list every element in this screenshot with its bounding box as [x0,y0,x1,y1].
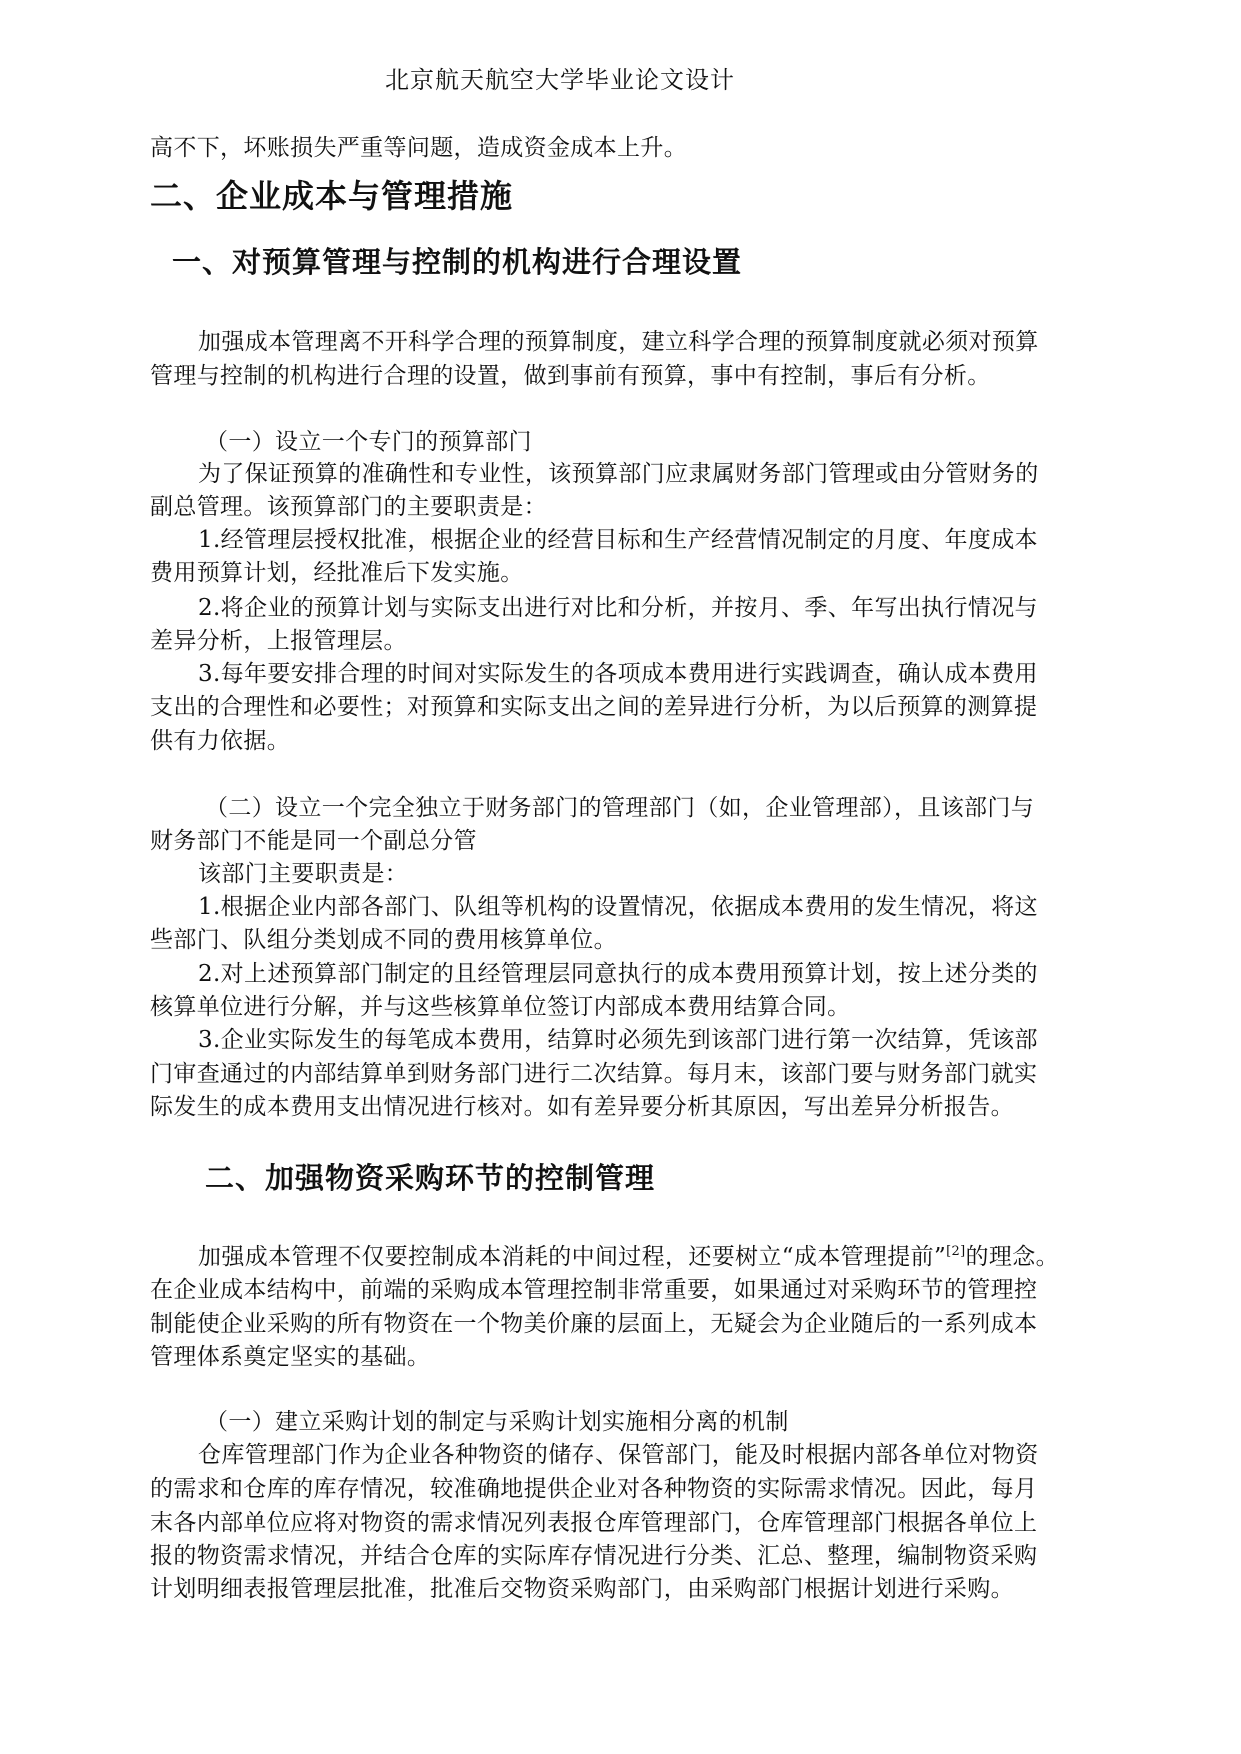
paragraph-line: 费用预算计划，经批准后下发实施。 [150,560,524,586]
item-heading-1a: （一）设立一个专门的预算部门 [205,429,532,455]
item-heading-1b-cont: 财务部门不能是同一个副总分管 [150,828,477,854]
paragraph-text: 加强成本管理不仅要控制成本消耗的中间过程，还要树立“成本管理提前” [198,1244,947,1270]
citation-ref: [2] [946,1244,966,1259]
paragraph-line: 为了保证预算的准确性和专业性，该预算部门应隶属财务部门管理或由分管财务的 [198,461,1039,487]
paragraph-line: 仓库管理部门作为企业各种物资的储存、保管部门，能及时根据内部各单位对物资 [198,1442,1039,1468]
paragraph-line: 计划明细表报管理层批准，批准后交物资采购部门，由采购部门根据计划进行采购。 [150,1576,1014,1602]
paragraph-line: 副总管理。该预算部门的主要职责是： [150,494,547,520]
paragraph-line: 差异分析，上报管理层。 [150,628,407,654]
subsection-title-1: 一、对预算管理与控制的机构进行合理设置 [172,245,743,279]
item-heading-1b: （二）设立一个完全独立于财务部门的管理部门（如，企业管理部），且该部门与 [205,795,1035,821]
continuation-line: 高不下，坏账损失严重等问题，造成资金成本上升。 [150,135,688,161]
list-item: 2.对上述预算部门制定的且经管理层同意执行的成本费用预算计划，按上述分类的 [198,961,1038,987]
paragraph-line: 管理体系奠定坚实的基础。 [150,1344,431,1370]
paragraph-line: 际发生的成本费用支出情况进行核对。如有差异要分析其原因，写出差异分析报告。 [150,1094,1014,1120]
paragraph-text: 的理念。 [965,1244,1059,1270]
section-title: 二、企业成本与管理措施 [150,177,514,215]
list-item: 3.每年要安排合理的时间对实际发生的各项成本费用进行实践调查，确认成本费用 [198,661,1038,687]
paragraph-line: 核算单位进行分解，并与这些核算单位签订内部成本费用结算合同。 [150,994,851,1020]
paragraph-line: 该部门主要职责是： [198,861,409,887]
list-item: 3.企业实际发生的每笔成本费用，结算时必须先到该部门进行第一次结算，凭该部 [198,1027,1038,1053]
paragraph-line: 报的物资需求情况，并结合仓库的实际库存情况进行分类、汇总、整理，编制物资采购 [150,1543,1038,1569]
paragraph-line: 门审查通过的内部结算单到财务部门进行二次结算。每月末，该部门要与财务部门就实 [150,1061,1038,1087]
list-item: 1.根据企业内部各部门、队组等机构的设置情况，依据成本费用的发生情况，将这 [198,894,1038,920]
page-header: 北京航天航空大学毕业论文设计 [385,66,735,94]
paragraph-line: 加强成本管理离不开科学合理的预算制度，建立科学合理的预算制度就必须对预算 [198,329,1039,355]
paragraph-line: 管理与控制的机构进行合理的设置，做到事前有预算，事中有控制，事后有分析。 [150,363,991,389]
paragraph-line: 制能使企业采购的所有物资在一个物美价廉的层面上，无疑会为企业随后的一系列成本 [150,1311,1038,1337]
subsection-title-2: 二、加强物资采购环节的控制管理 [205,1161,656,1195]
paragraph-line: 的需求和仓库的库存情况，较准确地提供企业对各种物资的实际需求情况。因此，每月 [150,1476,1038,1502]
paragraph-line: 供有力依据。 [150,728,291,754]
paragraph-line: 支出的合理性和必要性；对预算和实际支出之间的差异进行分析，为以后预算的测算提 [150,694,1038,720]
paragraph-line: 末各内部单位应将对物资的需求情况列表报仓库管理部门，仓库管理部门根据各单位上 [150,1510,1038,1536]
list-item: 1.经管理层授权批准，根据企业的经营目标和生产经营情况制定的月度、年度成本 [198,527,1038,553]
item-heading-2a: （一）建立采购计划的制定与采购计划实施相分离的机制 [205,1409,789,1435]
list-item: 2.将企业的预算计划与实际支出进行对比和分析，并按月、季、年写出执行情况与 [198,595,1038,621]
paragraph-line: 在企业成本结构中，前端的采购成本管理控制非常重要，如果通过对采购环节的管理控 [150,1277,1038,1303]
paragraph-line [198,1246,1059,1269]
paragraph-line: 些部门、队组分类划成不同的费用核算单位。 [150,927,617,953]
